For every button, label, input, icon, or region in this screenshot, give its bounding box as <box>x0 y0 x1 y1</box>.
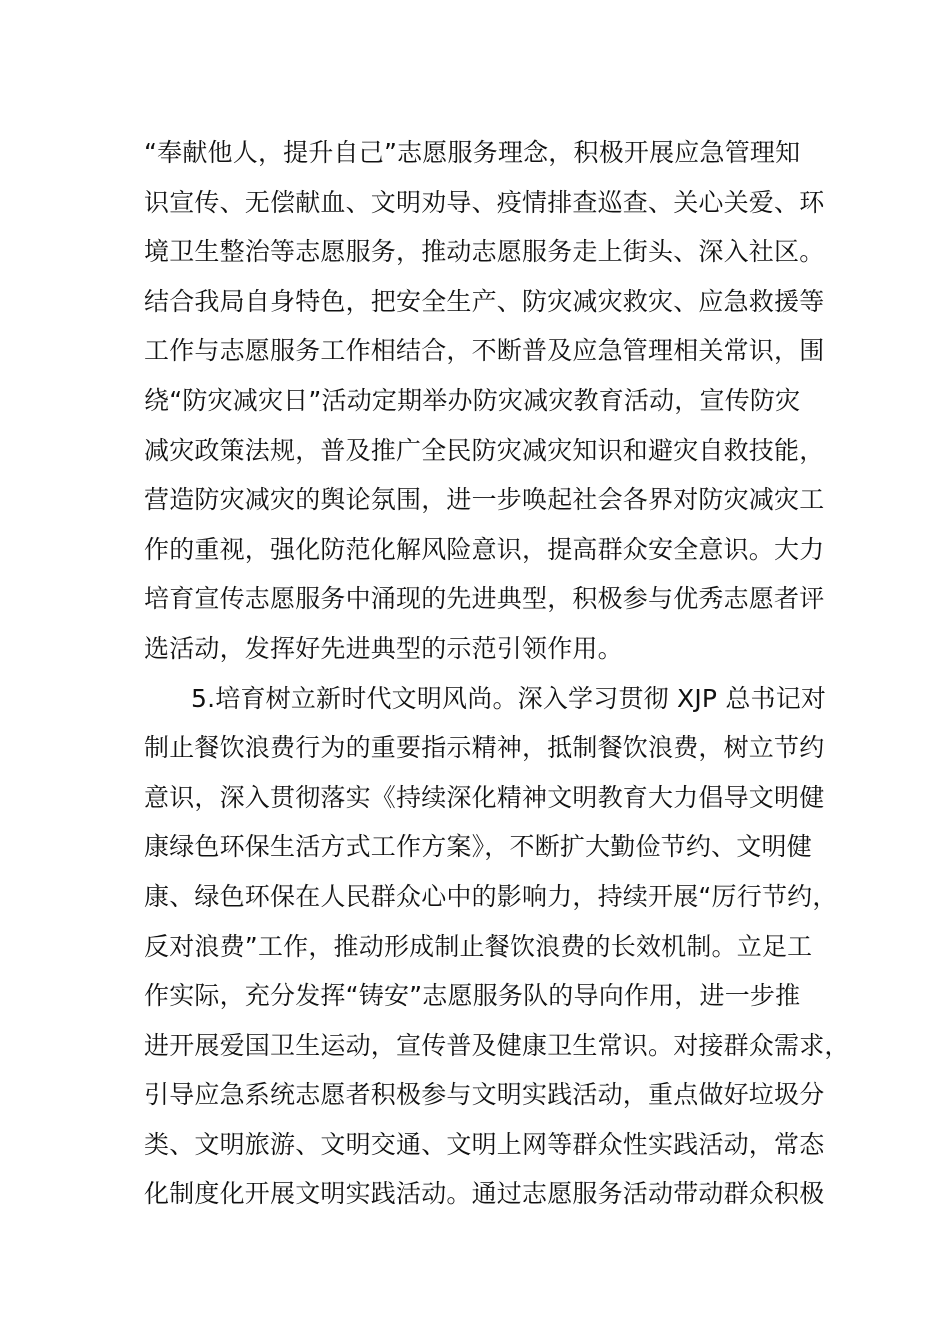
text-line: 培育宣传志愿服务中涌现的先进典型，积极参与优秀志愿者评 <box>144 584 825 614</box>
text-line: 制止餐饮浪费行为的重要指示精神，抵制餐饮浪费，树立节约 <box>144 733 825 763</box>
text-line: 类、文明旅游、文明交通、文明上网等群众性实践活动，常态 <box>144 1129 825 1159</box>
text-line: 作的重视，强化防范化解风险意识，提高群众安全意识。大力 <box>144 534 825 564</box>
text-line: 绕“防灾减灾日”活动定期举办防灾减灾教育活动，宣传防灾 <box>144 385 801 415</box>
text-line: 化制度化开展文明实践活动。通过志愿服务活动带动群众积极 <box>144 1179 825 1209</box>
text-line: 工作与志愿服务工作相结合，不断普及应急管理相关常识，围 <box>144 336 825 366</box>
text-line: 进开展爱国卫生运动，宣传普及健康卫生常识。对接群众需求， <box>144 1030 850 1060</box>
text-line: 意识，深入贯彻落实《持续深化精神文明教育大力倡导文明健 <box>144 782 825 812</box>
text-line: 康、绿色环保在人民群众心中的影响力，持续开展“厉行节约， <box>144 881 838 911</box>
text-line: 选活动，发挥好先进典型的示范引领作用。 <box>144 633 623 663</box>
text-line: 识宣传、无偿献血、文明劝导、疫情排查巡查、关心关爱、环 <box>144 187 825 217</box>
text-line: 营造防灾减灾的舆论氛围，进一步唤起社会各界对防灾减灾工 <box>144 485 825 515</box>
text-line: 反对浪费”工作，推动形成制止餐饮浪费的长效机制。立足工 <box>144 931 813 961</box>
body-text <box>144 128 850 1219</box>
text-line: 作实际，充分发挥“铸安”志愿服务队的导向作用，进一步推 <box>144 981 801 1011</box>
text-line: 减灾政策法规，普及推广全民防灾减灾知识和避灾自救技能， <box>144 435 825 465</box>
text-line: 境卫生整治等志愿服务，推动志愿服务走上街头、深入社区。 <box>144 237 825 267</box>
section-heading-line: 5.培育树立新时代文明风尚。深入学习贯彻 XJP 总书记对 <box>191 683 827 713</box>
text-line: 引导应急系统志愿者积极参与文明实践活动，重点做好垃圾分 <box>144 1080 825 1110</box>
text-line: 康绿色环保生活方式工作方案》，不断扩大勤俭节约、文明健 <box>144 832 812 862</box>
text-line: 结合我局自身特色，把安全生产、防灾减灾救灾、应急救援等 <box>144 286 825 316</box>
text-line: “奉献他人，提升自己”志愿服务理念，积极开展应急管理知 <box>144 138 801 167</box>
